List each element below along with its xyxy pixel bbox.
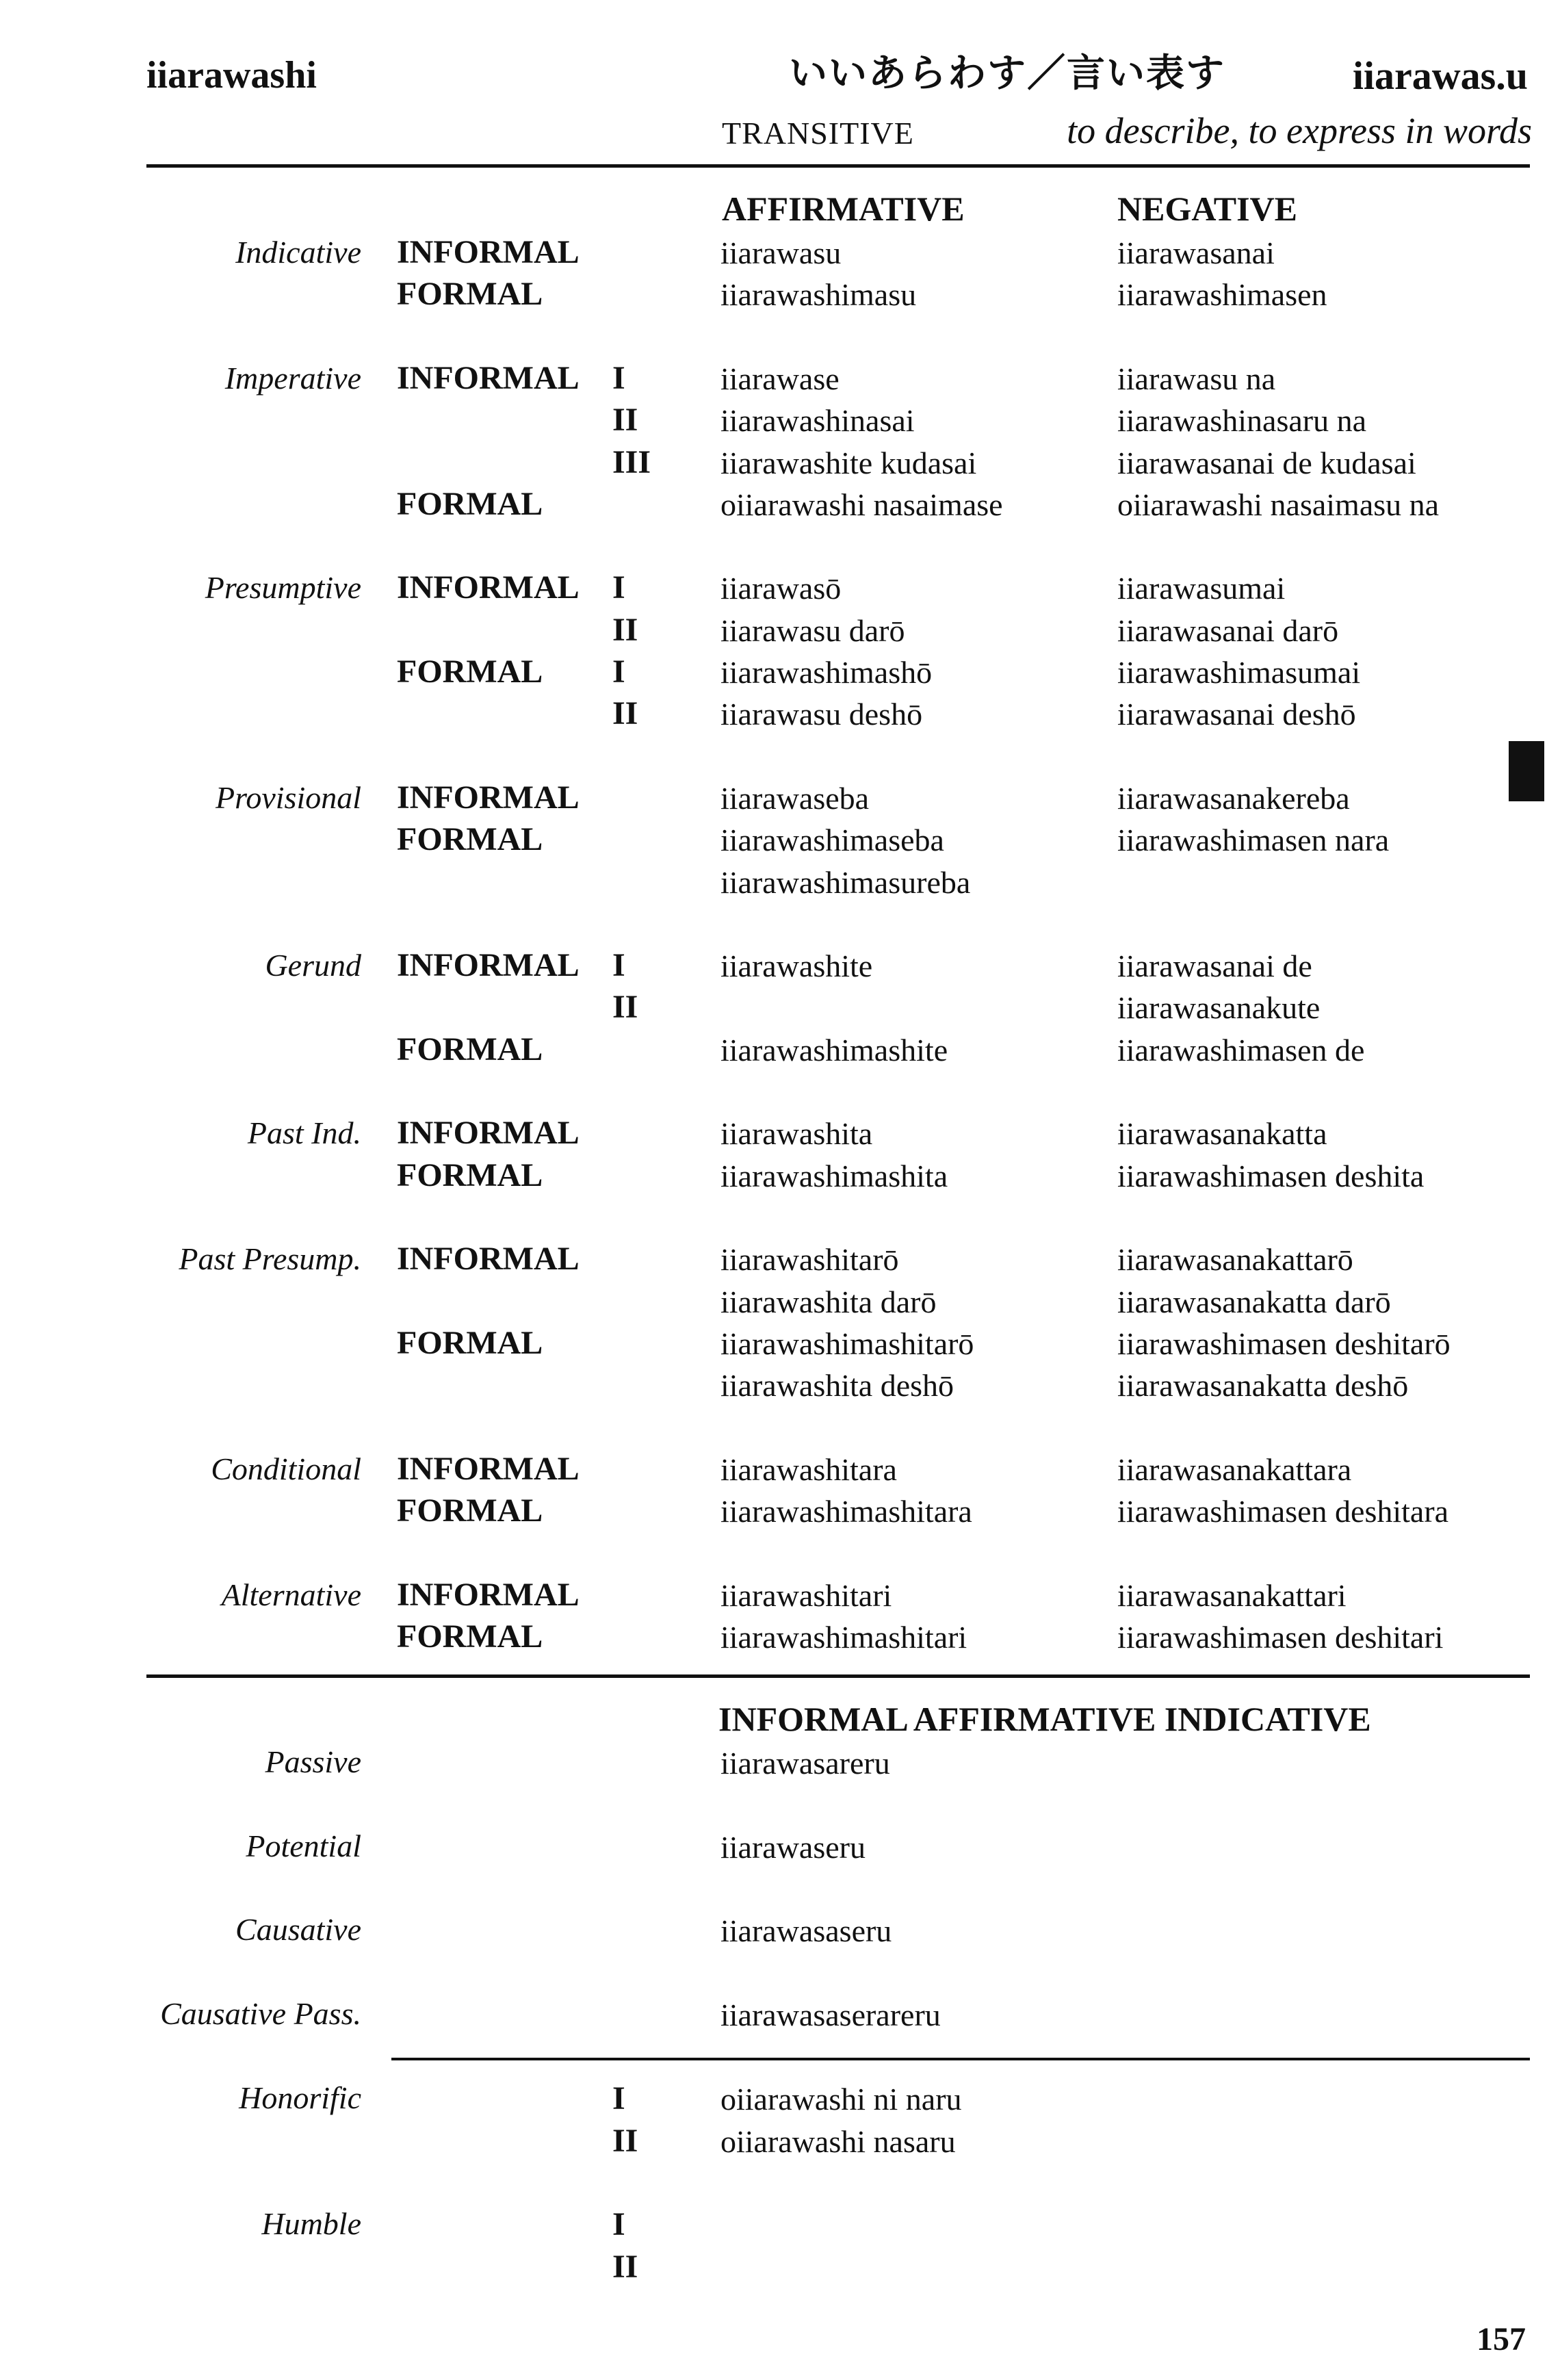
honorific-form: oiiarawashi nasaru bbox=[720, 2124, 956, 2159]
affirmative-form: iiarawashimashitari bbox=[720, 1619, 967, 1655]
formality-label: FORMAL bbox=[397, 1156, 543, 1193]
category-label: Conditional bbox=[211, 1451, 361, 1486]
affirmative-form: iiarawaseba bbox=[720, 780, 870, 816]
negative-form: iiarawashimasen bbox=[1117, 277, 1327, 313]
negative-heading: NEGATIVE bbox=[1117, 190, 1298, 228]
entry-japanese: いいあらわす／言い表す bbox=[789, 51, 1225, 96]
negative-form: iiarawasanai de kudasai bbox=[1117, 445, 1416, 480]
affirmative-form: iiarawashimasu bbox=[720, 277, 917, 313]
formality-label: FORMAL bbox=[397, 1618, 543, 1655]
form-number: II bbox=[612, 402, 638, 439]
affirmative-form: iiarawashimashō bbox=[720, 655, 933, 690]
derived-form: iiarawaseru bbox=[720, 1830, 866, 1865]
form-number: II bbox=[612, 611, 638, 648]
category-label: Gerund bbox=[265, 948, 361, 983]
negative-form: iiarawasanakereba bbox=[1117, 780, 1350, 816]
thumb-index-tab bbox=[1509, 741, 1544, 801]
form-number: I bbox=[612, 654, 625, 690]
category-label: Past Presump. bbox=[179, 1241, 361, 1277]
negative-form: iiarawasanakute bbox=[1117, 990, 1321, 1026]
negative-form: iiarawashimasen deshitari bbox=[1117, 1619, 1444, 1655]
formality-label: FORMAL bbox=[397, 821, 543, 858]
affirmative-form: iiarawashimasureba bbox=[720, 864, 971, 900]
affirmative-form: iiarawashita bbox=[720, 1116, 873, 1152]
formality-label: FORMAL bbox=[397, 1492, 543, 1529]
affirmative-form: iiarawashinasai bbox=[720, 403, 915, 439]
negative-form: iiarawasu na bbox=[1117, 361, 1276, 396]
formality-label: INFORMAL bbox=[397, 569, 580, 606]
affirmative-form: iiarawashitari bbox=[720, 1577, 892, 1613]
verb-type: TRANSITIVE bbox=[722, 116, 914, 151]
category-label: Alternative bbox=[221, 1577, 361, 1612]
negative-form: iiarawashimasen de bbox=[1117, 1032, 1365, 1068]
form-number: II bbox=[612, 695, 638, 732]
page-number: 157 bbox=[1477, 2321, 1526, 2357]
negative-form: iiarawasanai de bbox=[1117, 948, 1312, 984]
negative-form: iiarawashimasumai bbox=[1117, 655, 1361, 690]
negative-form: iiarawasanai deshō bbox=[1117, 697, 1356, 732]
negative-form: iiarawasanakattarō bbox=[1117, 1242, 1353, 1278]
formality-label: FORMAL bbox=[397, 654, 543, 690]
form-number: III bbox=[612, 443, 651, 480]
category-label: Causative bbox=[235, 1912, 361, 1947]
entry-romaji: iiarawas.u bbox=[1352, 53, 1528, 98]
category-label: Honorific bbox=[239, 2080, 361, 2115]
affirmative-form: iiarawashimaseba bbox=[720, 823, 944, 858]
formality-label: INFORMAL bbox=[397, 1450, 580, 1487]
affirmative-form: iiarawashimashitarō bbox=[720, 1325, 974, 1361]
negative-form: oiiarawashi nasaimasu na bbox=[1117, 487, 1440, 522]
affirmative-form: iiarawasō bbox=[720, 571, 842, 606]
category-label: Potential bbox=[246, 1828, 361, 1863]
derived-form: iiarawasareru bbox=[720, 1746, 890, 1781]
category-label: Imperative bbox=[224, 360, 361, 396]
affirmative-form: iiarawashitara bbox=[720, 1451, 897, 1487]
formality-label: FORMAL bbox=[397, 1324, 543, 1361]
formality-label: INFORMAL bbox=[397, 1115, 580, 1152]
negative-form: iiarawashimasen deshita bbox=[1117, 1158, 1425, 1193]
formality-label: INFORMAL bbox=[397, 234, 580, 270]
negative-form: iiarawasanakatta bbox=[1117, 1116, 1327, 1152]
formality-label: INFORMAL bbox=[397, 359, 580, 396]
affirmative-form: iiarawashimashite bbox=[720, 1032, 948, 1068]
affirmative-form: oiiarawashi nasaimase bbox=[720, 487, 1003, 522]
form-number: I bbox=[612, 359, 625, 396]
form-number: I bbox=[612, 947, 625, 984]
negative-form: iiarawasanakattari bbox=[1117, 1577, 1347, 1613]
affirmative-form: iiarawase bbox=[720, 361, 840, 396]
negative-form: iiarawashimasen nara bbox=[1117, 823, 1390, 858]
category-label: Indicative bbox=[235, 235, 361, 270]
negative-form: iiarawashinasaru na bbox=[1117, 403, 1367, 439]
honorific-form: oiiarawashi ni naru bbox=[720, 2082, 962, 2117]
entry-title: iiarawashi bbox=[146, 54, 317, 96]
form-number: II bbox=[612, 2123, 638, 2159]
affirmative-form: iiarawashite kudasai bbox=[720, 445, 977, 480]
category-label: Provisional bbox=[216, 779, 361, 815]
category-label: Presumptive bbox=[205, 570, 361, 606]
formality-label: FORMAL bbox=[397, 276, 543, 313]
category-label: Humble bbox=[261, 2206, 361, 2241]
negative-form: iiarawashimasen deshitarō bbox=[1117, 1325, 1451, 1361]
category-label: Past Ind. bbox=[247, 1115, 361, 1151]
affirmative-form: iiarawasu deshō bbox=[720, 697, 923, 732]
verb-meaning: to describe, to express in words bbox=[1067, 110, 1532, 151]
formality-label: INFORMAL bbox=[397, 1241, 580, 1278]
affirmative-form: iiarawashite bbox=[720, 948, 873, 984]
form-number: I bbox=[612, 2206, 625, 2242]
derived-form: iiarawasaseru bbox=[720, 1913, 892, 1948]
form-number: I bbox=[612, 569, 625, 606]
negative-form: iiarawashimasen deshitara bbox=[1117, 1494, 1449, 1529]
formality-label: FORMAL bbox=[397, 485, 543, 522]
affirmative-form: iiarawasu bbox=[720, 235, 842, 270]
formality-label: INFORMAL bbox=[397, 1576, 580, 1613]
section2-heading: INFORMAL AFFIRMATIVE INDICATIVE bbox=[718, 1700, 1371, 1738]
negative-form: iiarawasumai bbox=[1117, 571, 1286, 606]
negative-form: iiarawasanakatta darō bbox=[1117, 1284, 1391, 1319]
derived-form: iiarawasaserareru bbox=[720, 1997, 941, 2032]
honorific-rule bbox=[391, 2058, 1530, 2060]
affirmative-heading: AFFIRMATIVE bbox=[722, 190, 965, 228]
affirmative-form: iiarawashita deshō bbox=[720, 1368, 954, 1404]
formality-label: INFORMAL bbox=[397, 947, 580, 984]
affirmative-form: iiarawashita darō bbox=[720, 1284, 937, 1319]
form-number: II bbox=[612, 2249, 638, 2285]
form-number: II bbox=[612, 989, 638, 1026]
header-rule bbox=[146, 164, 1530, 168]
formality-label: INFORMAL bbox=[397, 779, 580, 816]
affirmative-form: iiarawashimashita bbox=[720, 1158, 948, 1193]
negative-form: iiarawasanai bbox=[1117, 235, 1275, 270]
form-number: I bbox=[612, 2080, 625, 2117]
category-label: Causative Pass. bbox=[160, 1996, 361, 2031]
affirmative-form: iiarawashitarō bbox=[720, 1242, 899, 1278]
category-label: Passive bbox=[265, 1744, 361, 1779]
formality-label: FORMAL bbox=[397, 1031, 543, 1068]
negative-form: iiarawasanakatta deshō bbox=[1117, 1368, 1409, 1404]
affirmative-form: iiarawasu darō bbox=[720, 612, 905, 648]
affirmative-form: iiarawashimashitara bbox=[720, 1494, 972, 1529]
section-rule bbox=[146, 1674, 1530, 1678]
negative-form: iiarawasanai darō bbox=[1117, 612, 1339, 648]
negative-form: iiarawasanakattara bbox=[1117, 1451, 1352, 1487]
